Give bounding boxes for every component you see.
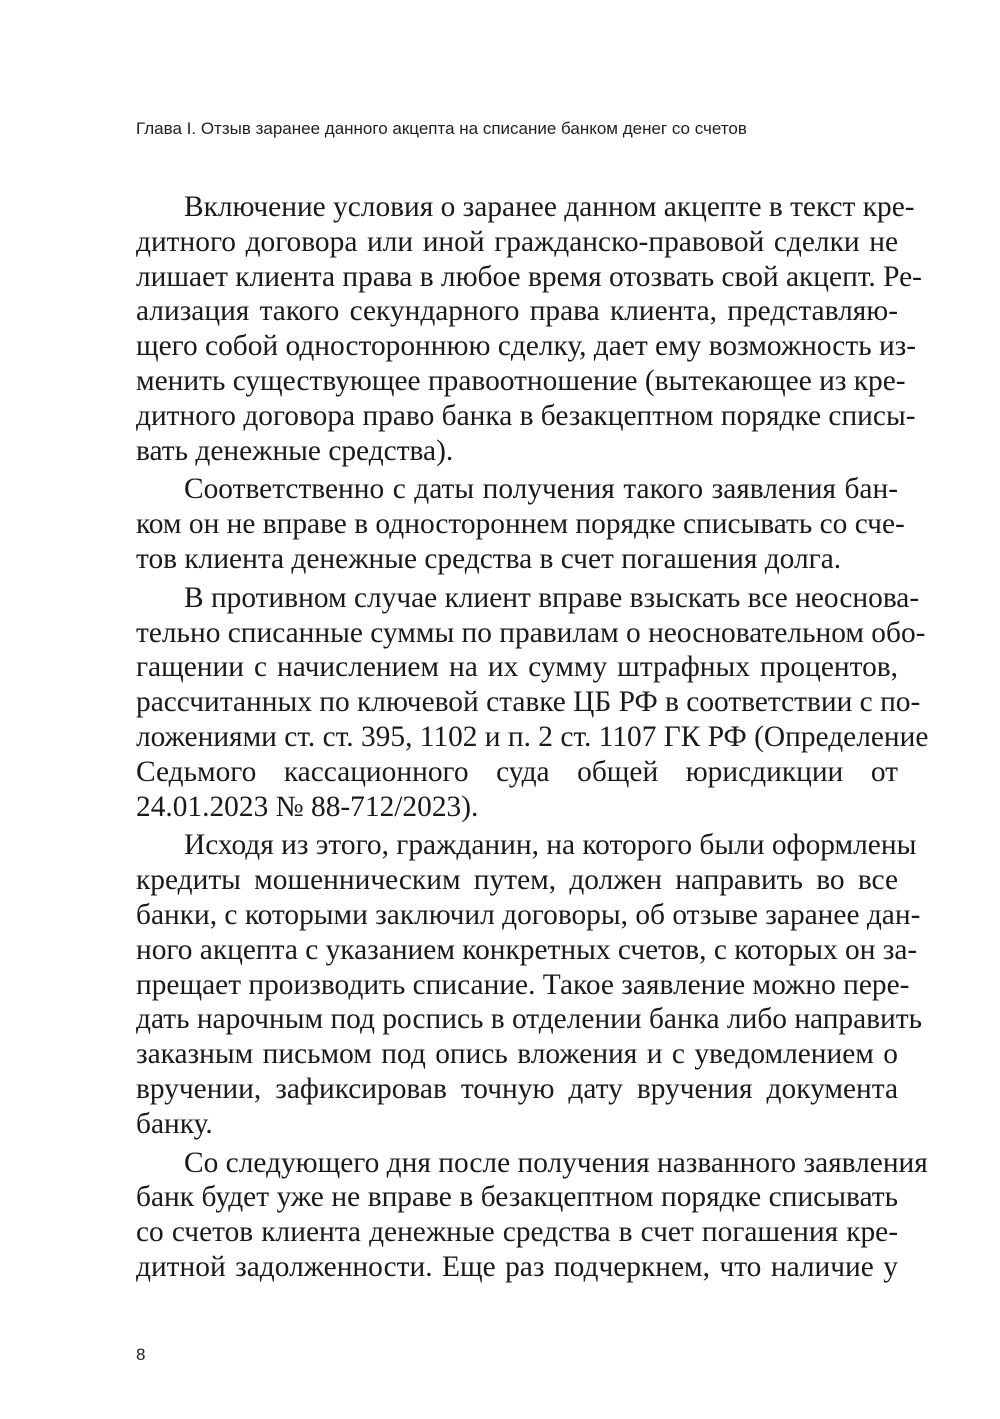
text-line: дитной задолженности. Еще раз подчеркнем, что наличие у (136, 1250, 898, 1283)
paragraph (136, 581, 929, 825)
text-line: банки, с которыми заключил договоры, об отзыве заранее дан- (136, 898, 921, 931)
text-line: ложениями ст. ст. 395, 1102 и п. 2 ст. 1107 ГК РФ (Определение (136, 720, 929, 753)
text-line: гащении с начислением на их сумму штрафных процентов, (136, 651, 898, 684)
page-number: 8 (136, 1345, 146, 1364)
text-line: со счетов клиента денежные средства в счет погашения кре- (136, 1216, 898, 1249)
text-line: менить существующее правоотношение (вытекающее из кре- (136, 364, 906, 397)
paragraph (136, 828, 923, 1141)
text-line: лишает клиента права в любое время отозвать свой акцепт. Ре- (136, 260, 922, 293)
text-line: заказным письмом под опись вложения и с уведомлением о (136, 1038, 898, 1071)
text-line: щего собой одностороннюю сделку, дает ему возможность из- (136, 330, 917, 363)
text-line: Соответственно с даты получения такого заявления бан- (184, 473, 898, 506)
text-line: прещает производить списание. Такое заявление можно пере- (136, 968, 910, 1001)
text-line: дитного договора право банка в безакцептном порядке списы- (136, 399, 916, 432)
text-line: Со следующего дня после получения названного заявления (184, 1146, 928, 1179)
text-line: Седьмого кассационного суда общей юрисдикции от (136, 755, 898, 788)
text-line: кредиты мошенническим путем, должен направить во все (136, 864, 898, 897)
paragraph (136, 1146, 928, 1285)
text-line: тельно списанные суммы по правилам о неосновательном обо- (136, 616, 926, 649)
text-line: рассчитанных по ключевой ставке ЦБ РФ в соответствии с по- (136, 686, 921, 719)
text-line: дитного договора или иной гражданско-правовой сделки не (136, 225, 898, 258)
text-line: ком он не вправе в одностороннем порядке списывать со сче- (136, 508, 905, 541)
text-line: банку. (136, 1107, 213, 1140)
text-line: банк будет уже не вправе в безакцептном порядке списывать (136, 1181, 898, 1214)
text-line: Исходя из этого, гражданин, на которого были оформлены (184, 829, 917, 862)
text-line: ного акцепта с указанием конкретных счетов, с которых он за- (136, 933, 918, 966)
text-line: дать нарочным под роспись в отделении банка либо направить (136, 1003, 923, 1036)
text-line: тов клиента денежные средства в счет погашения долга. (136, 542, 842, 575)
text-line: В противном случае клиент вправе взыскать все неоснова- (184, 581, 920, 614)
text-line: Включение условия о заранее данном акцепте в текст кре- (184, 191, 915, 223)
paragraph (136, 190, 922, 468)
text-line: вать денежные средства). (136, 434, 454, 467)
running-header: Глава I. Отзыв заранее данного акцепта на списание банком денег со счетов (136, 119, 747, 138)
text-line: ализация такого секундарного права клиента, представляю- (136, 295, 898, 328)
paragraph (136, 472, 905, 576)
text-line: 24.01.2023 № 88-712/2023). (136, 790, 479, 823)
text-line: вручении, зафиксировав точную дату вручения документа (136, 1072, 898, 1105)
page-body (136, 190, 929, 1285)
